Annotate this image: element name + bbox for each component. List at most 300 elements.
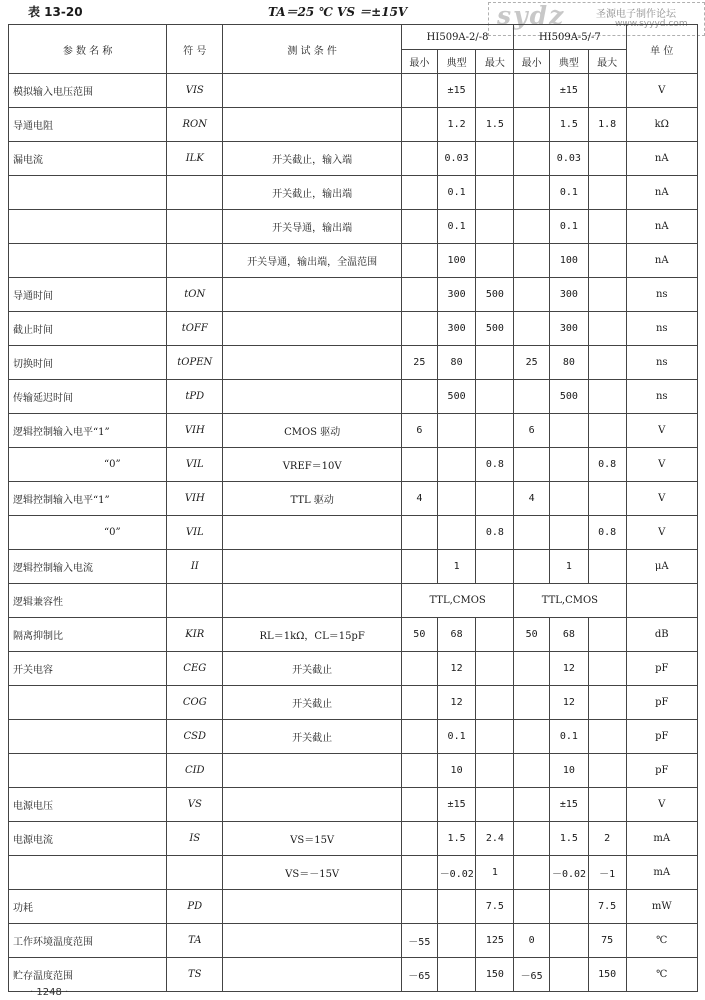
table-row (9, 312, 698, 346)
param-symbol: VIH (167, 482, 223, 516)
value-g2-typ: 300 (549, 312, 588, 346)
param-name: 导通电阻 (9, 108, 167, 142)
test-condition: RL＝1kΩ，CL＝15pF (223, 618, 402, 652)
param-symbol: VIH (167, 414, 223, 448)
param-symbol: II (167, 550, 223, 584)
value-g2-min (514, 244, 550, 278)
param-name (9, 686, 167, 720)
value-g2-min (514, 652, 550, 686)
test-condition: 开关导通，输出端 (223, 210, 402, 244)
value-g1-typ (437, 414, 476, 448)
test-condition: VS＝15V (223, 822, 402, 856)
value-g2-max: －1 (588, 856, 626, 890)
unit-cell: mA (626, 822, 698, 856)
value-g1-max (476, 380, 514, 414)
value-g1-min (401, 856, 437, 890)
param-name: 隔离抑制比 (9, 618, 167, 652)
param-symbol (167, 856, 223, 890)
param-symbol: TS (167, 958, 223, 992)
value-g1-min (401, 516, 437, 550)
value-g2-min (514, 686, 550, 720)
value-g2-max: 75 (588, 924, 626, 958)
value-g1-min (401, 278, 437, 312)
logic-compat-group1: TTL,CMOS (401, 584, 513, 618)
test-condition (223, 278, 402, 312)
test-condition (223, 346, 402, 380)
unit-cell: V (626, 448, 698, 482)
value-g1-typ: 1.5 (437, 822, 476, 856)
value-g2-max: 1.8 (588, 108, 626, 142)
value-g2-min: 50 (514, 618, 550, 652)
param-name: 开关电容 (9, 652, 167, 686)
value-g1-max (476, 618, 514, 652)
value-g2-typ: ±15 (549, 788, 588, 822)
test-condition (223, 788, 402, 822)
value-g1-min (401, 686, 437, 720)
value-g2-min (514, 142, 550, 176)
value-g1-typ (437, 448, 476, 482)
value-g2-typ (549, 924, 588, 958)
param-name (9, 176, 167, 210)
value-g2-max (588, 244, 626, 278)
value-g1-typ: ±15 (437, 788, 476, 822)
value-g1-min (401, 822, 437, 856)
value-g1-max: 1.5 (476, 108, 514, 142)
param-symbol: COG (167, 686, 223, 720)
unit-cell: μA (626, 550, 698, 584)
page-number: · 1248 · (30, 987, 69, 998)
value-g2-max (588, 346, 626, 380)
value-g2-max: 2 (588, 822, 626, 856)
value-g2-max (588, 380, 626, 414)
test-condition (223, 312, 402, 346)
value-g1-max (476, 788, 514, 822)
value-g2-typ (549, 890, 588, 924)
header-unit: 单 位 (626, 25, 698, 74)
param-symbol: VIL (167, 516, 223, 550)
param-symbol (167, 244, 223, 278)
unit-cell: nA (626, 176, 698, 210)
value-g2-min: 6 (514, 414, 550, 448)
table-row (9, 856, 698, 890)
value-g1-min (401, 108, 437, 142)
test-condition: 开关截止 (223, 686, 402, 720)
value-g2-max: 0.8 (588, 448, 626, 482)
value-g1-min: 6 (401, 414, 437, 448)
value-g2-max (588, 210, 626, 244)
value-g1-min: 50 (401, 618, 437, 652)
value-g1-min (401, 550, 437, 584)
value-g1-typ (437, 958, 476, 992)
value-g2-max (588, 278, 626, 312)
value-g1-typ: 80 (437, 346, 476, 380)
value-g1-max: 150 (476, 958, 514, 992)
value-g1-max (476, 244, 514, 278)
value-g2-typ: 0.03 (549, 142, 588, 176)
table-row (9, 652, 698, 686)
value-g2-max (588, 618, 626, 652)
table-row (9, 720, 698, 754)
unit-cell: ns (626, 278, 698, 312)
param-symbol: CSD (167, 720, 223, 754)
value-g1-typ (437, 516, 476, 550)
value-g1-max (476, 686, 514, 720)
value-g1-max (476, 720, 514, 754)
unit-cell: mW (626, 890, 698, 924)
value-g2-typ: 12 (549, 686, 588, 720)
unit-cell: V (626, 414, 698, 448)
value-g1-min (401, 754, 437, 788)
test-condition (223, 74, 402, 108)
test-condition: 开关截止 (223, 720, 402, 754)
unit-cell: V (626, 516, 698, 550)
table-row (9, 550, 698, 584)
param-symbol: VIL (167, 448, 223, 482)
value-g1-typ: 12 (437, 652, 476, 686)
param-symbol: IS (167, 822, 223, 856)
value-g1-typ: 10 (437, 754, 476, 788)
watermark-logo: sydz (497, 1, 566, 30)
param-name: “0” (9, 516, 167, 550)
value-g2-max: 7.5 (588, 890, 626, 924)
test-condition (223, 754, 402, 788)
value-g1-typ: ±15 (437, 74, 476, 108)
value-g1-typ: 1.2 (437, 108, 476, 142)
value-g2-min (514, 516, 550, 550)
value-g2-max (588, 686, 626, 720)
value-g2-max (588, 312, 626, 346)
value-g2-max (588, 720, 626, 754)
table-row (9, 516, 698, 550)
value-g2-min (514, 312, 550, 346)
header-max: 最大 (588, 50, 626, 74)
value-g1-typ: 0.1 (437, 210, 476, 244)
value-g2-min (514, 856, 550, 890)
table-row (9, 278, 698, 312)
value-g1-typ (437, 924, 476, 958)
value-g2-typ: 100 (549, 244, 588, 278)
unit-cell: V (626, 74, 698, 108)
param-symbol: PD (167, 890, 223, 924)
value-g1-min: 25 (401, 346, 437, 380)
value-g1-typ: 12 (437, 686, 476, 720)
param-symbol: CEG (167, 652, 223, 686)
value-g1-max (476, 482, 514, 516)
value-g1-min (401, 74, 437, 108)
value-g1-typ: 0.1 (437, 720, 476, 754)
value-g2-min (514, 822, 550, 856)
value-g1-min (401, 890, 437, 924)
table-row (9, 788, 698, 822)
unit-cell: ns (626, 380, 698, 414)
value-g2-max (588, 754, 626, 788)
table-row (9, 482, 698, 516)
header-param: 参 数 名 称 (9, 25, 167, 74)
value-g1-min (401, 176, 437, 210)
value-g2-min (514, 890, 550, 924)
value-g2-max (588, 788, 626, 822)
test-condition (223, 550, 402, 584)
param-symbol: VIS (167, 74, 223, 108)
value-g2-typ: 1.5 (549, 822, 588, 856)
value-g2-typ: 1.5 (549, 108, 588, 142)
value-g1-min: 4 (401, 482, 437, 516)
param-name: 逻辑兼容性 (9, 584, 167, 618)
value-g2-max (588, 142, 626, 176)
value-g2-min (514, 176, 550, 210)
param-symbol: ILK (167, 142, 223, 176)
unit-cell: nA (626, 142, 698, 176)
param-symbol (167, 176, 223, 210)
param-name: 逻辑控制输入电平“1” (9, 482, 167, 516)
param-symbol: tON (167, 278, 223, 312)
unit-cell: kΩ (626, 108, 698, 142)
param-name: 传输延迟时间 (9, 380, 167, 414)
table-row (9, 74, 698, 108)
value-g1-typ: 300 (437, 312, 476, 346)
test-condition: VS＝－15V (223, 856, 402, 890)
param-name: 电源电压 (9, 788, 167, 822)
value-g2-typ: 500 (549, 380, 588, 414)
value-g1-typ: 0.03 (437, 142, 476, 176)
value-g2-typ (549, 516, 588, 550)
test-condition: 开关截止，输入端 (223, 142, 402, 176)
table-row (9, 754, 698, 788)
value-g2-typ: 68 (549, 618, 588, 652)
value-g1-max (476, 652, 514, 686)
table-row (9, 380, 698, 414)
value-g2-max (588, 550, 626, 584)
table-row (9, 890, 698, 924)
value-g2-typ: ±15 (549, 74, 588, 108)
param-name: 截止时间 (9, 312, 167, 346)
unit-cell: ns (626, 312, 698, 346)
value-g1-min (401, 244, 437, 278)
value-g1-typ (437, 890, 476, 924)
unit-cell: pF (626, 720, 698, 754)
value-g2-typ: 10 (549, 754, 588, 788)
param-symbol (167, 584, 223, 618)
param-name: 导通时间 (9, 278, 167, 312)
value-g2-min (514, 448, 550, 482)
value-g2-max: 150 (588, 958, 626, 992)
table-row (9, 142, 698, 176)
value-g1-max (476, 210, 514, 244)
unit-cell: pF (626, 652, 698, 686)
table-row (9, 346, 698, 380)
table-row (9, 210, 698, 244)
param-symbol: tPD (167, 380, 223, 414)
test-condition: VREF＝10V (223, 448, 402, 482)
value-g1-max: 1 (476, 856, 514, 890)
value-g1-typ: 1 (437, 550, 476, 584)
value-g2-typ: 300 (549, 278, 588, 312)
value-g1-typ: 100 (437, 244, 476, 278)
value-g1-max (476, 414, 514, 448)
unit-cell: pF (626, 686, 698, 720)
unit-cell: V (626, 788, 698, 822)
table-row (9, 176, 698, 210)
table-row (9, 414, 698, 448)
value-g1-max: 500 (476, 278, 514, 312)
table-row (9, 448, 698, 482)
value-g2-min (514, 74, 550, 108)
value-g1-max (476, 754, 514, 788)
param-name: 工作环境温度范围 (9, 924, 167, 958)
value-g1-min (401, 788, 437, 822)
value-g2-typ: 1 (549, 550, 588, 584)
spec-table (8, 24, 698, 992)
test-condition (223, 924, 402, 958)
value-g1-max: 2.4 (476, 822, 514, 856)
header-symbol: 符 号 (167, 25, 223, 74)
value-g1-min (401, 312, 437, 346)
logic-compat-group2: TTL,CMOS (514, 584, 626, 618)
header-typ: 典型 (437, 50, 476, 74)
value-g2-max (588, 482, 626, 516)
header-min: 最小 (514, 50, 550, 74)
param-name: 贮存温度范围 (9, 958, 167, 992)
value-g1-min (401, 652, 437, 686)
value-g2-max: 0.8 (588, 516, 626, 550)
value-g2-max (588, 74, 626, 108)
value-g2-typ: 0.1 (549, 720, 588, 754)
value-g1-typ: 300 (437, 278, 476, 312)
header-group2: HI509A-5/-7 (514, 25, 626, 50)
value-g1-max (476, 74, 514, 108)
value-g1-min (401, 448, 437, 482)
value-g2-min: －65 (514, 958, 550, 992)
value-g2-typ: 80 (549, 346, 588, 380)
param-name (9, 754, 167, 788)
test-condition: 开关导通，输出端，全温范围 (223, 244, 402, 278)
unit-cell: dB (626, 618, 698, 652)
param-name: 逻辑控制输入电平“1” (9, 414, 167, 448)
unit-cell (626, 584, 698, 618)
param-name (9, 244, 167, 278)
value-g2-max (588, 414, 626, 448)
value-g2-typ (549, 414, 588, 448)
param-name: 逻辑控制输入电流 (9, 550, 167, 584)
param-symbol: TA (167, 924, 223, 958)
table-row (9, 108, 698, 142)
value-g2-typ: 0.1 (549, 210, 588, 244)
watermark-site-name: 圣源电子制作论坛 (596, 9, 676, 20)
value-g1-min: －65 (401, 958, 437, 992)
param-name: “0” (9, 448, 167, 482)
param-name: 电源电流 (9, 822, 167, 856)
test-condition (223, 380, 402, 414)
value-g1-typ: 68 (437, 618, 476, 652)
value-g1-max (476, 346, 514, 380)
table-number: 表 13-20 (28, 5, 83, 19)
value-g1-max: 125 (476, 924, 514, 958)
header-typ: 典型 (549, 50, 588, 74)
value-g2-min (514, 754, 550, 788)
param-symbol (167, 210, 223, 244)
test-conditions: TA＝25 ℃ VS ＝±15V (268, 5, 408, 19)
value-g2-min: 4 (514, 482, 550, 516)
test-condition: 开关截止，输出端 (223, 176, 402, 210)
header-max: 最大 (476, 50, 514, 74)
unit-cell: nA (626, 210, 698, 244)
value-g1-max (476, 176, 514, 210)
table-row (9, 244, 698, 278)
value-g2-min (514, 108, 550, 142)
value-g2-min (514, 210, 550, 244)
header-group1: HI509A-2/-8 (401, 25, 513, 50)
value-g2-max (588, 652, 626, 686)
value-g1-max: 7.5 (476, 890, 514, 924)
value-g1-min (401, 142, 437, 176)
test-condition (223, 584, 402, 618)
table-row (9, 584, 698, 618)
test-condition (223, 516, 402, 550)
value-g2-min: 25 (514, 346, 550, 380)
unit-cell: V (626, 482, 698, 516)
unit-cell: ns (626, 346, 698, 380)
value-g2-typ (549, 482, 588, 516)
table-row (9, 958, 698, 992)
test-condition: TTL 驱动 (223, 482, 402, 516)
spec-table-body (9, 74, 698, 992)
value-g2-typ (549, 958, 588, 992)
param-name (9, 210, 167, 244)
unit-cell: ℃ (626, 924, 698, 958)
value-g2-min (514, 788, 550, 822)
watermark-url: www.syyyd.com (615, 19, 688, 29)
value-g2-typ: 12 (549, 652, 588, 686)
param-name: 模拟输入电压范围 (9, 74, 167, 108)
param-symbol: KIR (167, 618, 223, 652)
header-min: 最小 (401, 50, 437, 74)
value-g1-max (476, 550, 514, 584)
value-g2-min: 0 (514, 924, 550, 958)
test-condition: 开关截止 (223, 652, 402, 686)
param-symbol: VS (167, 788, 223, 822)
table-row (9, 686, 698, 720)
test-condition (223, 958, 402, 992)
table-row (9, 924, 698, 958)
param-name: 功耗 (9, 890, 167, 924)
value-g1-max (476, 142, 514, 176)
value-g1-typ: 500 (437, 380, 476, 414)
value-g1-min: －55 (401, 924, 437, 958)
param-symbol: tOPEN (167, 346, 223, 380)
header-test: 测 试 条 件 (223, 25, 402, 74)
value-g2-min (514, 380, 550, 414)
param-symbol: tOFF (167, 312, 223, 346)
param-name: 漏电流 (9, 142, 167, 176)
value-g2-min (514, 278, 550, 312)
value-g1-max: 0.8 (476, 516, 514, 550)
value-g1-min (401, 380, 437, 414)
value-g2-max (588, 176, 626, 210)
value-g1-typ: －0.02 (437, 856, 476, 890)
param-name (9, 720, 167, 754)
value-g1-typ: 0.1 (437, 176, 476, 210)
test-condition (223, 890, 402, 924)
value-g1-typ (437, 482, 476, 516)
param-name: 切换时间 (9, 346, 167, 380)
table-row (9, 618, 698, 652)
value-g2-min (514, 550, 550, 584)
value-g2-typ (549, 448, 588, 482)
param-name (9, 856, 167, 890)
value-g2-typ: 0.1 (549, 176, 588, 210)
unit-cell: nA (626, 244, 698, 278)
value-g1-max: 500 (476, 312, 514, 346)
